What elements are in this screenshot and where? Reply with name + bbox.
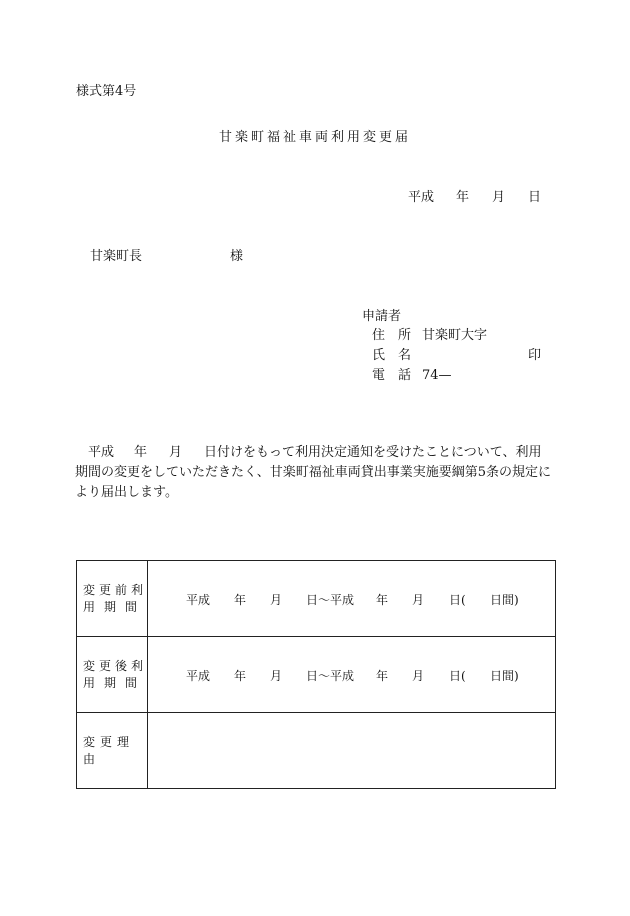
year-end: 年 <box>376 669 389 683</box>
change-table <box>76 560 556 789</box>
seal-mark: 印 <box>528 348 542 363</box>
era-start: 平成 <box>186 593 211 607</box>
period-cell <box>148 561 556 637</box>
date-era: 平成 <box>408 190 435 205</box>
row-header-bottom: 用期間 <box>83 599 147 614</box>
name-label: 氏名 <box>372 348 425 363</box>
date-month-label: 月 <box>492 190 506 205</box>
day-start: 日～平成 <box>306 593 355 607</box>
row-header-top: 変更後利 <box>83 658 148 673</box>
date-year-label: 年 <box>456 190 470 205</box>
applicant-heading: 申請者 <box>362 309 402 324</box>
day-start: 日～平成 <box>306 669 355 683</box>
year-end: 年 <box>376 593 389 607</box>
table-row <box>77 637 556 713</box>
addressee-honorific: 様 <box>230 249 244 264</box>
body-era: 平成 <box>88 445 115 460</box>
era-start: 平成 <box>186 669 211 683</box>
month-end: 月 <box>412 669 425 683</box>
year-start: 年 <box>234 669 247 683</box>
reason-header <box>77 713 148 789</box>
month-end: 月 <box>412 593 425 607</box>
reason-cell <box>148 713 556 789</box>
body-month: 月 <box>169 445 183 460</box>
addressee-name: 甘楽町長 <box>90 249 143 264</box>
reason-label: 変更理由 <box>83 734 135 766</box>
year-start: 年 <box>234 593 247 607</box>
phone-value: 74— <box>422 368 452 383</box>
month-start: 月 <box>270 593 283 607</box>
date-day-label: 日 <box>528 190 542 205</box>
row-header-bottom: 用期間 <box>83 675 147 690</box>
document-title: 甘楽町福祉車両利用変更届 <box>218 130 411 145</box>
body-text: 日付けをもって利用決定通知を受けたことについて、利用期間の変更をしていただきたく、甘楽町福祉車両貸出事業実施要綱第5条の規定により届出します。 <box>75 445 552 500</box>
body-paragraph <box>75 443 553 503</box>
day-count: 日間) <box>490 593 519 607</box>
table-row <box>77 561 556 637</box>
row-header <box>77 637 148 713</box>
period-cell <box>148 637 556 713</box>
row-header <box>77 561 148 637</box>
day-count: 日間) <box>490 669 519 683</box>
table-row <box>77 713 556 789</box>
month-start: 月 <box>270 669 283 683</box>
day-end: 日( <box>449 593 466 607</box>
address-value: 甘楽町大字 <box>422 328 488 343</box>
address-label: 住所 <box>372 328 425 343</box>
form-number: 様式第4号 <box>76 84 137 99</box>
body-year: 年 <box>134 445 148 460</box>
phone-label: 電話 <box>372 368 425 383</box>
day-end: 日( <box>449 669 466 683</box>
row-header-top: 変更前利 <box>83 582 148 597</box>
